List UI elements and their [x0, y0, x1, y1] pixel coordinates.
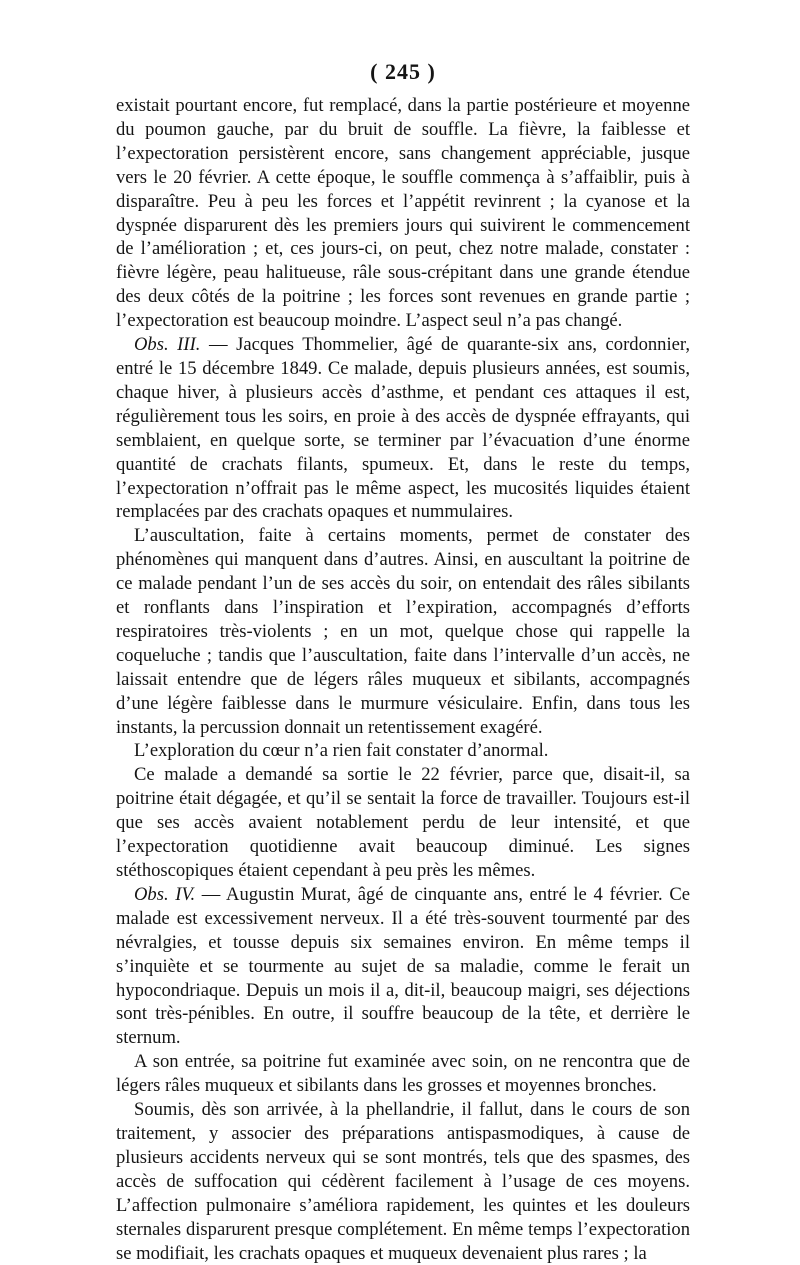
paragraph-text: L’auscultation, faite à certains moments, permet de constater des phénomènes qui manquent dans d’autres. Ainsi, en auscultant la poitrine de ce malade pendant l’un de ses accès du soir, on entendait des râles sibilants et ronflants dans l’inspiration et l’expiration, accompagnés d’efforts respiratoires très-violents ; en un mot, quelque chose qui rappelle la coqueluche ; tandis que l’auscultation, faite dans l’intervalle d’un accès, ne laissait entendre que de légers râles muqueux et sibilants, accompagnés d’une légère faiblesse dans le murmure vésiculaire. Enfin, dans tous les instants, la percussion donnait un retentissement exagéré. — [116, 525, 690, 738]
paragraph-text: existait pourtant encore, fut remplacé, dans la partie postérieure et moyenne du poumon gauche, par du bruit de souffle. La fièvre, la faiblesse et l’expectoration persistèrent encore, sans changement appréciable, jusque vers le 20 février. A cette époque, le souffle commença à s’affaiblir, puis à disparaître. Peu à peu les forces et l’appétit revinrent ; la cyanose et la dyspnée disparurent dès les premiers jours qui suivirent le commencement de l’amélioration ; et, ces jours-ci, on peut, chez notre malade, constater : fièvre légère, peau halitueuse, râle sous-crépitant dans une grande étendue des deux côtés de la poitrine ; les forces sont revenues en grande partie ; l’expectoration est beaucoup moindre. L’aspect seul n’a pas changé. — [116, 95, 690, 332]
paragraph-coeur — [116, 739, 690, 763]
paragraph-auscultation — [116, 524, 690, 739]
paragraph-sortie — [116, 763, 690, 883]
observation-label: Obs. IV. — [134, 883, 196, 905]
paragraph-entree — [116, 1050, 690, 1098]
paragraph-text: Ce malade a demandé sa sortie le 22 février, parce que, disait-il, sa poitrine était dégagée, et qu’il se sentait la force de travailler. Toujours est-il que ses accès avaient notablement perdu de leur intensité, et que l’expectoration quotidienne avait beaucoup diminué. Les signes stéthoscopiques étaient cependant à peu près les mêmes. — [116, 764, 690, 881]
paragraph-text: Soumis, dès son arrivée, à la phellandrie, il fallut, dans le cours de son traitement, y associer des préparations antispasmodiques, à cause de plusieurs accidents nerveux qui se sont montrés, tels que des spasmes, des accès de suffocation qui cédèrent facilement à l’usage de ces moyens. L’affection pulmonaire s’améliora rapidement, les quintes et les douleurs sternales disparurent presque complétement. En même temps l’expectoration se modifiait, les crachats opaques et muqueux devenaient plus rares ; la — [116, 1099, 690, 1264]
paragraph-continuation — [116, 94, 690, 333]
paragraph-text: — Augustin Murat, âgé de cinquante ans, entré le 4 février. Ce malade est excessivement nerveux. Il a été très-souvent tourmenté par des névralgies, et tousse depuis six semaines environ. En même temps il s’inquiète et se tourmente au sujet de sa maladie, comme le ferait un hypocondriaque. Depuis un mois il a, dit-il, beaucoup maigri, ses déjections sont très-pénibles. En outre, il souffre beaucoup de la tête, et derrière le sternum. — [116, 883, 690, 1049]
paragraph-observation-3 — [116, 333, 690, 524]
paragraph-soumis — [116, 1098, 690, 1265]
page-number: ( 245 ) — [370, 59, 436, 84]
paragraph-observation-4 — [116, 883, 690, 1050]
body-text — [116, 94, 690, 1265]
paragraph-text: L’exploration du cœur n’a rien fait constater d’anormal. — [134, 740, 549, 762]
paragraph-text: A son entrée, sa poitrine fut examinée avec soin, on ne rencontra que de légers râles muqueux et sibilants dans les grosses et moyennes bronches. — [116, 1051, 690, 1097]
observation-label: Obs. III. — [134, 334, 201, 356]
paragraph-text: — Jacques Thommelier, âgé de quarante-six ans, cordonnier, entré le 15 décembre 1849. Ce malade, depuis plusieurs années, est soumis, chaque hiver, à plusieurs accès d’asthme, et pendant ces attaques il est, régulièrement tous les soirs, en proie à des accès de dyspnée effrayants, qui semblaient, en quelque sorte, se terminer par l’évacuation d’une énorme quantité de crachats filants, spumeux. Et, dans le reste du temps, l’expectoration n’offrait pas le même aspect, les mucosités liquides étaient remplacées par des crachats opaques et nummulaires. — [116, 334, 690, 523]
